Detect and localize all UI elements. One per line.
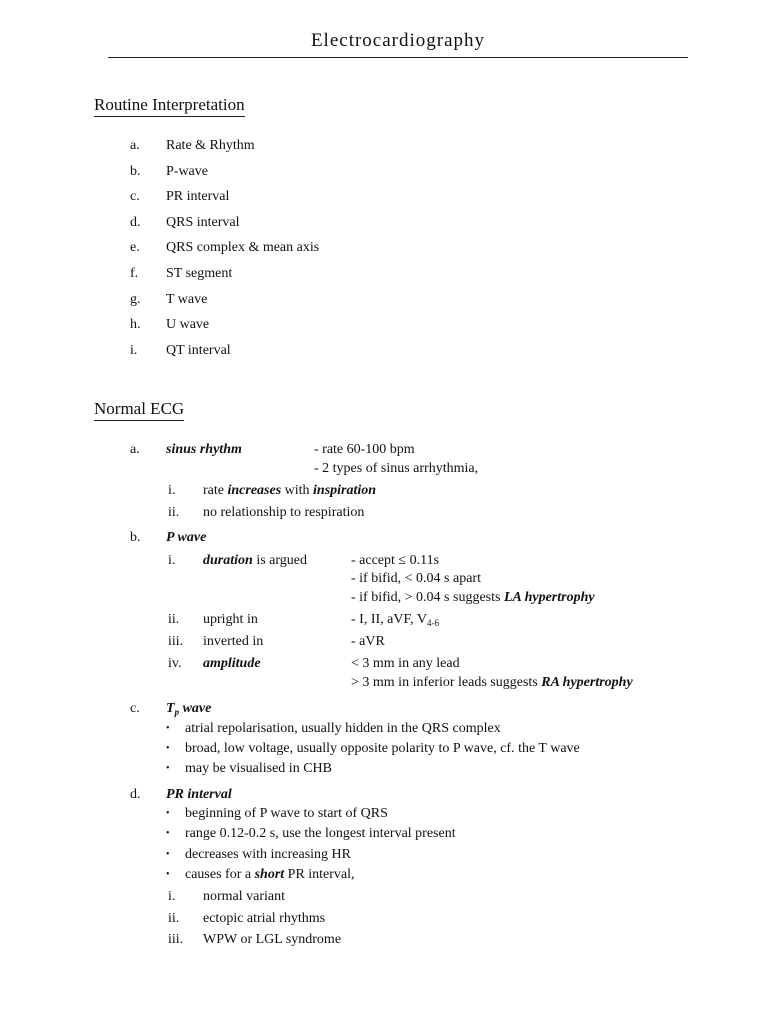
bullet-icon: • xyxy=(166,808,170,819)
note-text: < 3 mm in any lead xyxy=(351,656,460,671)
sub-item-text: duration is argued xyxy=(203,553,307,568)
item-title-tp-wave: $T_p$ wave xyxy=(166,701,212,717)
list-marker: c. xyxy=(130,701,140,716)
list-marker: g. xyxy=(130,292,141,307)
sub-item-text: rate increases with inspiration xyxy=(203,483,377,498)
routine-item-label: PR interval xyxy=(166,189,230,204)
sub-marker: iv. xyxy=(168,656,182,671)
list-marker: c. xyxy=(130,189,140,204)
bullet-text: range 0.12-0.2 s, use the longest interval present xyxy=(185,826,456,841)
bullet-icon: • xyxy=(166,869,170,880)
list-marker: d. xyxy=(130,215,141,230)
routine-item-label: T wave xyxy=(166,292,208,307)
item-title-pr-interval: PR interval xyxy=(166,787,232,802)
bullet-text: broad, low voltage, usually opposite polarity to P wave, cf. the T wave xyxy=(185,741,580,756)
sub-marker: iii. xyxy=(168,932,184,947)
routine-item-label: Rate & Rhythm xyxy=(166,138,255,153)
note-text: - rate 60-100 bpm xyxy=(314,442,415,457)
routine-item-label: ST segment xyxy=(166,266,233,281)
list-marker: b. xyxy=(130,164,141,179)
sub-marker: ii. xyxy=(168,612,180,627)
note-text: - if bifid, < 0.04 s apart xyxy=(351,571,481,586)
sub-marker: ii. xyxy=(168,911,180,926)
note-text: - I, II, aVF, $V_{4-6}$ xyxy=(351,612,439,628)
sub-marker: i. xyxy=(168,553,176,568)
section-heading-routine-interpretation: Routine Interpretation xyxy=(94,95,245,117)
routine-item-label: QT interval xyxy=(166,343,231,358)
bullet-icon: • xyxy=(166,828,170,839)
note-text: - if bifid, > 0.04 s suggests LA hypertrophy xyxy=(351,590,595,605)
bullet-text: may be visualised in CHB xyxy=(185,761,332,776)
list-marker: e. xyxy=(130,240,140,255)
sub-item-text: ectopic atrial rhythms xyxy=(203,911,326,926)
sub-item-text: no relationship to respiration xyxy=(203,505,365,520)
note-text: - aVR xyxy=(351,634,385,649)
bullet-icon: • xyxy=(166,763,170,774)
routine-item-label: P-wave xyxy=(166,164,208,179)
note-text: - 2 types of sinus arrhythmia, xyxy=(314,461,479,476)
routine-item-label: U wave xyxy=(166,317,210,332)
list-marker: b. xyxy=(130,530,141,545)
bullet-icon: • xyxy=(166,743,170,754)
sub-marker: ii. xyxy=(168,505,180,520)
list-marker: a. xyxy=(130,442,140,457)
bullet-icon: • xyxy=(166,849,170,860)
list-marker: a. xyxy=(130,138,140,153)
list-marker: h. xyxy=(130,317,141,332)
sub-item-text: WPW or LGL syndrome xyxy=(203,932,342,947)
sub-item-text: amplitude xyxy=(203,656,261,671)
list-marker: d. xyxy=(130,787,141,802)
bullet-text: causes for a short PR interval, xyxy=(185,867,355,882)
sub-item-text: upright in xyxy=(203,612,258,627)
bullet-text: beginning of P wave to start of QRS xyxy=(185,806,388,821)
item-title-sinus-rhythm: sinus rhythm xyxy=(166,442,242,457)
bullet-text: atrial repolarisation, usually hidden in the QRS complex xyxy=(185,721,501,736)
note-text: - accept ≤ 0.11s xyxy=(351,553,440,568)
sub-marker: i. xyxy=(168,483,176,498)
sub-item-text: inverted in xyxy=(203,634,264,649)
sub-item-text: normal variant xyxy=(203,889,286,904)
page-title: Electrocardiography xyxy=(310,30,486,51)
section-heading-normal-ecg: Normal ECG xyxy=(94,399,184,421)
bullet-icon: • xyxy=(166,723,170,734)
note-text: > 3 mm in inferior leads suggests RA hypertrophy xyxy=(351,675,633,690)
sub-marker: i. xyxy=(168,889,176,904)
routine-item-label: QRS interval xyxy=(166,215,240,230)
title-divider xyxy=(108,57,688,58)
sub-marker: iii. xyxy=(168,634,184,649)
list-marker: i. xyxy=(130,343,138,358)
list-marker: f. xyxy=(130,266,139,281)
bullet-text: decreases with increasing HR xyxy=(185,847,351,862)
item-title-p-wave: P wave xyxy=(166,530,207,545)
routine-item-label: QRS complex & mean axis xyxy=(166,240,320,255)
